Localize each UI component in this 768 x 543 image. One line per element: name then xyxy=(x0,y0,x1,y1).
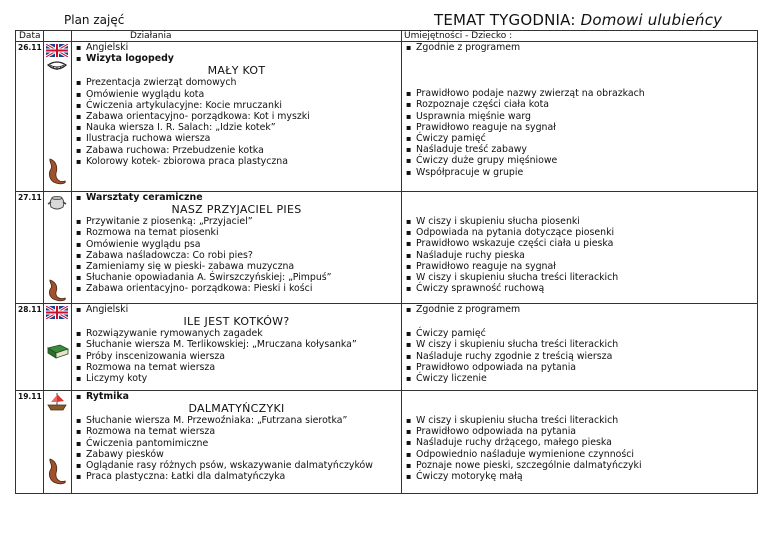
tongue-icon xyxy=(46,157,68,185)
list-item: ▪ Rozmowa na temat wiersza xyxy=(72,426,401,437)
list-item: ▪ Ćwiczenia pantomimiczne xyxy=(72,438,401,449)
list-item: ▪ Ćwiczy sprawność ruchową xyxy=(402,283,757,294)
list-item: ▪ Naśladuje ruchy zgodnie z treścią wiersza xyxy=(402,351,757,362)
table-row xyxy=(16,391,758,494)
theme-title: Domowi ulubieńcy xyxy=(580,11,723,29)
skills-cell xyxy=(402,192,758,304)
list-item: ▪ Ćwiczy duże grupy mięśniowe xyxy=(402,155,757,166)
list-item: ▪ Prawidłowo wskazuje części ciała u pieska xyxy=(402,238,757,249)
table-row xyxy=(16,42,758,192)
list-item: ▪ Zabawa naśladowcza: Co robi pies? xyxy=(72,250,401,261)
list-item: ▪ Prawidłowo odpowiada na pytania xyxy=(402,362,757,373)
list-item: ▪ Kolorowy kotek- zbiorowa praca plastyczna xyxy=(72,156,401,167)
list-item: ▪ Poznaje nowe pieski, szczególnie dalmatyńczyki xyxy=(402,460,757,471)
skills-cell xyxy=(402,391,758,494)
list-item: ▪ Ćwiczenia artykulacyjne: Kocie mruczanki xyxy=(72,100,401,111)
list-item: ▪ Ćwiczy liczenie xyxy=(402,373,757,384)
skills-cell xyxy=(402,42,758,192)
list-item: ▪ Liczymy koty xyxy=(72,373,401,384)
list-item: ▪ Zabawa orientacyjno- porządkowa: Kot i myszki xyxy=(72,111,401,122)
day-date: 19.11 xyxy=(16,391,44,494)
day-subtitle: MAŁY KOT xyxy=(207,64,266,78)
list-item: ▪ Zgodnie z programem xyxy=(402,304,757,315)
list-item: ▪ Prezentacja zwierząt domowych xyxy=(72,77,401,88)
col-header-activities: Działania xyxy=(72,31,402,42)
day-date: 28.11 xyxy=(16,304,44,391)
list-item: ▪ W ciszy i skupieniu słucha piosenki xyxy=(402,216,757,227)
mouth-icon xyxy=(46,59,68,73)
list-item: ▪ Omówienie wyglądu psa xyxy=(72,239,401,250)
col-header-icon xyxy=(44,31,72,42)
list-item: ▪ Ilustracja ruchowa wiersza xyxy=(72,133,401,144)
list-item: ▪ Angielski xyxy=(72,42,401,53)
table-row xyxy=(16,304,758,391)
day-subtitle: NASZ PRZYJACIEL PIES xyxy=(171,203,302,217)
list-item: ▪ Ćwiczy pamięć xyxy=(402,133,757,144)
list-item: ▪ Przywitanie z piosenką: „Przyjaciel” xyxy=(72,216,401,227)
uk-flag-icon xyxy=(46,306,68,319)
activities-cell xyxy=(72,304,402,391)
list-item: ▪ Naśladuje treść zabawy xyxy=(402,144,757,155)
table-row xyxy=(16,192,758,304)
list-item: ▪ Zabawy piesków xyxy=(72,449,401,460)
list-item: ▪ Wizyta logopedy xyxy=(72,53,401,64)
list-item: ▪ Słuchanie opowiadania A. Świrszczyńskiej: „Pimpuś” xyxy=(72,272,401,283)
list-item: ▪ Współpracuje w grupie xyxy=(402,167,757,178)
table-header-row xyxy=(16,31,758,42)
col-header-skills: Umiejętności - Dziecko : xyxy=(402,31,758,42)
list-item: ▪ Słuchanie wiersza M. Terlikowskiej: „Mruczana kołysanka” xyxy=(72,339,401,350)
list-item: ▪ Angielski xyxy=(72,304,401,315)
list-item: ▪ Usprawnia mięśnie warg xyxy=(402,111,757,122)
day-subtitle: DALMATYŃCZYKI xyxy=(188,402,285,416)
col-header-date: Data xyxy=(16,31,44,42)
list-item: ▪ Zamieniamy się w pieski- zabawa muzyczna xyxy=(72,261,401,272)
list-item: ▪ Prawidłowo odpowiada na pytania xyxy=(402,426,757,437)
tongue-icon xyxy=(46,457,68,485)
list-item: ▪ W ciszy i skupieniu słucha treści literackich xyxy=(402,272,757,283)
list-item: ▪ Słuchanie wiersza M. Przewoźniaka: „Futrzana sierotka” xyxy=(72,415,401,426)
list-item: ▪ Praca plastyczna: Łatki dla dalmatyńczyka xyxy=(72,471,401,482)
day-date: 26.11 xyxy=(16,42,44,192)
list-item: ▪ Rytmika xyxy=(72,391,401,402)
list-item: ▪ Warsztaty ceramiczne xyxy=(72,192,401,203)
list-item: ▪ Naśladuje ruchy pieska xyxy=(402,250,757,261)
plan-heading: Plan zajęć xyxy=(64,13,125,27)
list-item: ▪ W ciszy i skupieniu słucha treści literackich xyxy=(402,415,757,426)
list-item: ▪ Ćwiczy motorykę małą xyxy=(402,471,757,482)
skills-cell xyxy=(402,304,758,391)
day-icons xyxy=(44,304,72,391)
list-item: ▪ W ciszy i skupieniu słucha treści literackich xyxy=(402,339,757,350)
pottery-icon xyxy=(46,194,68,212)
list-item: ▪ Rozmowa na temat wiersza xyxy=(72,362,401,373)
list-item: ▪ Ćwiczy pamięć xyxy=(402,328,757,339)
list-item: ▪ Odpowiada na pytania dotyczące piosenki xyxy=(402,227,757,238)
list-item: ▪ Prawidłowo podaje nazwy zwierząt na obrazkach xyxy=(402,88,757,99)
uk-flag-icon xyxy=(46,44,68,57)
theme-prefix: TEMAT TYGODNIA: xyxy=(434,11,576,29)
list-item: ▪ Zabawa ruchowa: Przebudzenie kotka xyxy=(72,145,401,156)
day-date: 27.11 xyxy=(16,192,44,304)
list-item: ▪ Rozmowa na temat piosenki xyxy=(72,227,401,238)
list-item: ▪ Prawidłowo reaguje na sygnał xyxy=(402,122,757,133)
list-item: ▪ Rozwiązywanie rymowanych zagadek xyxy=(72,328,401,339)
day-icons xyxy=(44,42,72,192)
day-subtitle: ILE JEST KOTKÓW? xyxy=(183,315,290,329)
book-icon xyxy=(46,344,70,360)
activities-cell xyxy=(72,42,402,192)
list-item: ▪ Zgodnie z programem xyxy=(402,42,757,53)
list-item: ▪ Naśladuje ruchy drżącego, małego pieska xyxy=(402,437,757,448)
activities-cell xyxy=(72,192,402,304)
lesson-plan-table xyxy=(15,30,758,494)
list-item: ▪ Oglądanie rasy różnych psów, wskazywanie dalmatyńczyków xyxy=(72,460,401,471)
list-item: ▪ Prawidłowo reaguje na sygnał xyxy=(402,261,757,272)
ship-icon xyxy=(46,392,68,412)
day-icons xyxy=(44,391,72,494)
tongue-icon xyxy=(46,278,68,302)
list-item: ▪ Nauka wiersza I. R. Salach: „Idzie kotek” xyxy=(72,122,401,133)
day-icons xyxy=(44,192,72,304)
list-item: ▪ Odpowiednio naśladuje wymienione czynności xyxy=(402,449,757,460)
list-item: ▪ Zabawa orientacyjno- porządkowa: Pieski i kości xyxy=(72,283,401,294)
theme-heading xyxy=(434,11,722,29)
list-item: ▪ Omówienie wyglądu kota xyxy=(72,89,401,100)
list-item: ▪ Rozpoznaje części ciała kota xyxy=(402,99,757,110)
activities-cell xyxy=(72,391,402,494)
list-item: ▪ Próby inscenizowania wiersza xyxy=(72,351,401,362)
